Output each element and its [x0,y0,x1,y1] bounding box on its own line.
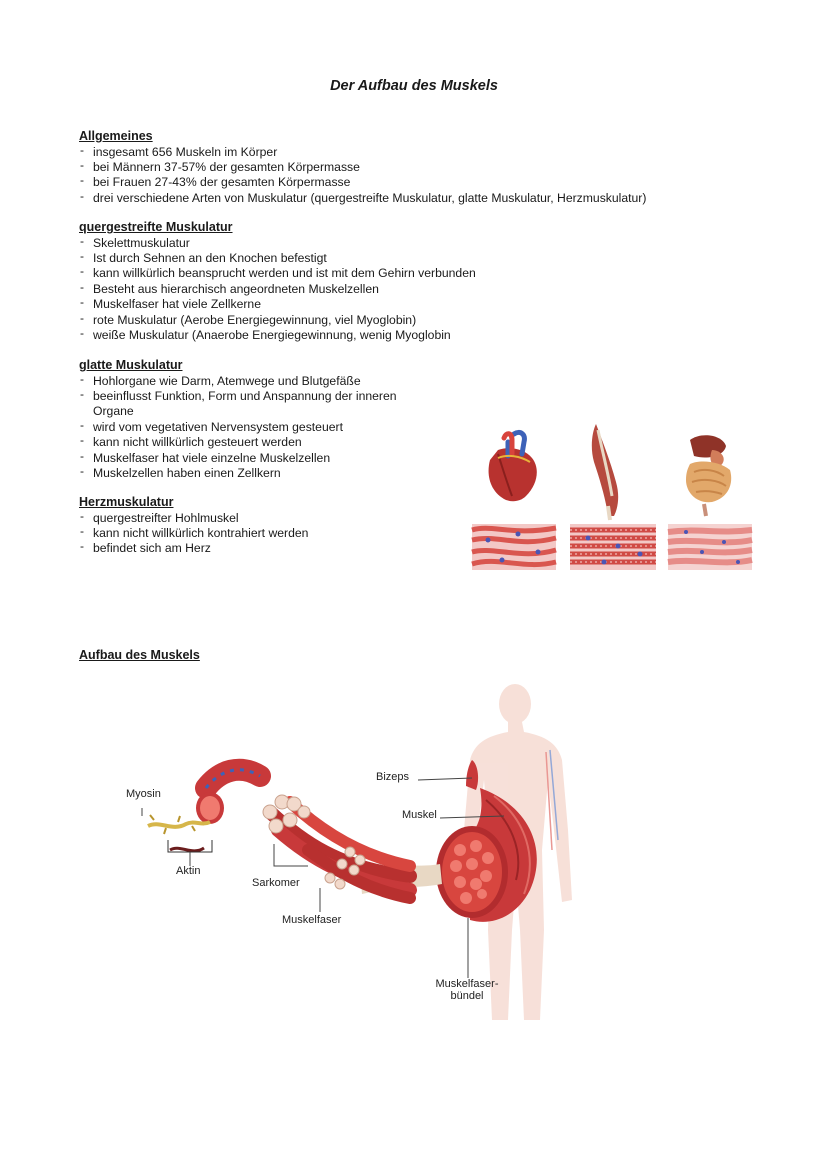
cardiac-tissue-icon [472,524,556,570]
actin-icon [170,848,204,851]
section-quergestreifte-muskulatur [79,220,476,343]
list-item: - Besteht aus hierarchisch angeordneten Muskelzellen [79,282,476,297]
section-heading: Aufbau des Muskels [79,648,200,662]
muscle-structure-illustration [110,680,580,1040]
list-item: - Muskelzellen haben einen Zellkern [79,466,423,481]
skeletal-muscle-icon [592,424,618,520]
list-item: - quergestreifter Hohlmuskel [79,511,308,526]
label-muskelfaser: Muskelfaser [282,914,342,926]
bullet-list [79,145,646,207]
section-aufbau [79,648,200,664]
label-myosin: Myosin [126,788,161,800]
list-item: - kann willkürlich beansprucht werden und ist mit dem Gehirn verbunden [79,266,476,281]
section-heading: glatte Muskulatur [79,358,183,372]
list-item: - kann nicht willkürlich kontrahiert werden [79,526,308,541]
section-glatte-muskulatur [79,358,423,481]
list-item: - Skelettmuskulatur [79,236,476,251]
muscle-structure-diagram [110,680,580,1040]
section-heading: quergestreifte Muskulatur [79,220,233,234]
section-allgemeines [79,129,646,206]
list-item: - bei Männern 37-57% der gesamten Körpermasse [79,160,646,175]
list-item: - rote Muskulatur (Aerobe Energiegewinnung, viel Myoglobin) [79,313,476,328]
list-item: - beeinflusst Funktion, Form und Anspannung der inneren Organe [79,389,423,420]
bullet-list [79,511,308,557]
section-herzmuskulatur [79,495,308,557]
list-item: - drei verschiedene Arten von Muskulatur (quergestreifte Muskulatur, glatte Muskulatur, Herzmuskulatur) [79,191,646,206]
bullet-list [79,236,476,344]
label-sarkomer: Sarkomer [252,877,300,889]
list-item: - kann nicht willkürlich gesteuert werden [79,435,423,450]
muscle-types-illustration [468,420,758,580]
heart-icon [489,432,537,501]
list-item: - weiße Muskulatur (Anaerobe Energiegewinnung, wenig Myoglobin [79,328,476,343]
list-item: - insgesamt 656 Muskeln im Körper [79,145,646,160]
skeletal-tissue-icon [570,524,656,570]
organs-icon [686,435,731,516]
muscle-types-figure [468,420,758,580]
fascicle-bundle-icon [436,826,508,918]
list-item: - wird vom vegetativen Nervensystem gesteuert [79,420,423,435]
list-item: - Ist durch Sehnen an den Knochen befestigt [79,251,476,266]
label-muskelfaserbuendel [432,978,502,1002]
label-aktin: Aktin [176,865,201,877]
list-item: - Muskelfaser hat viele Zellkerne [79,297,476,312]
section-heading: Allgemeines [79,129,153,143]
list-item: - Hohlorgane wie Darm, Atemwege und Blutgefäße [79,374,423,389]
label-line-1: Muskelfaser- [435,978,499,990]
label-bizeps: Bizeps [376,771,410,783]
label-line-2: bündel [450,990,484,1002]
section-heading: Herzmuskulatur [79,495,174,509]
myofibril-icon [196,770,260,824]
smooth-tissue-icon [668,524,752,570]
list-item: - Muskelfaser hat viele einzelne Muskelzellen [79,451,423,466]
list-item: - bei Frauen 27-43% der gesamten Körpermasse [79,175,646,190]
list-item: - befindet sich am Herz [79,541,308,556]
bullet-list [79,374,423,482]
label-muskel: Muskel [402,809,437,821]
page-title: Der Aufbau des Muskels [330,78,498,94]
